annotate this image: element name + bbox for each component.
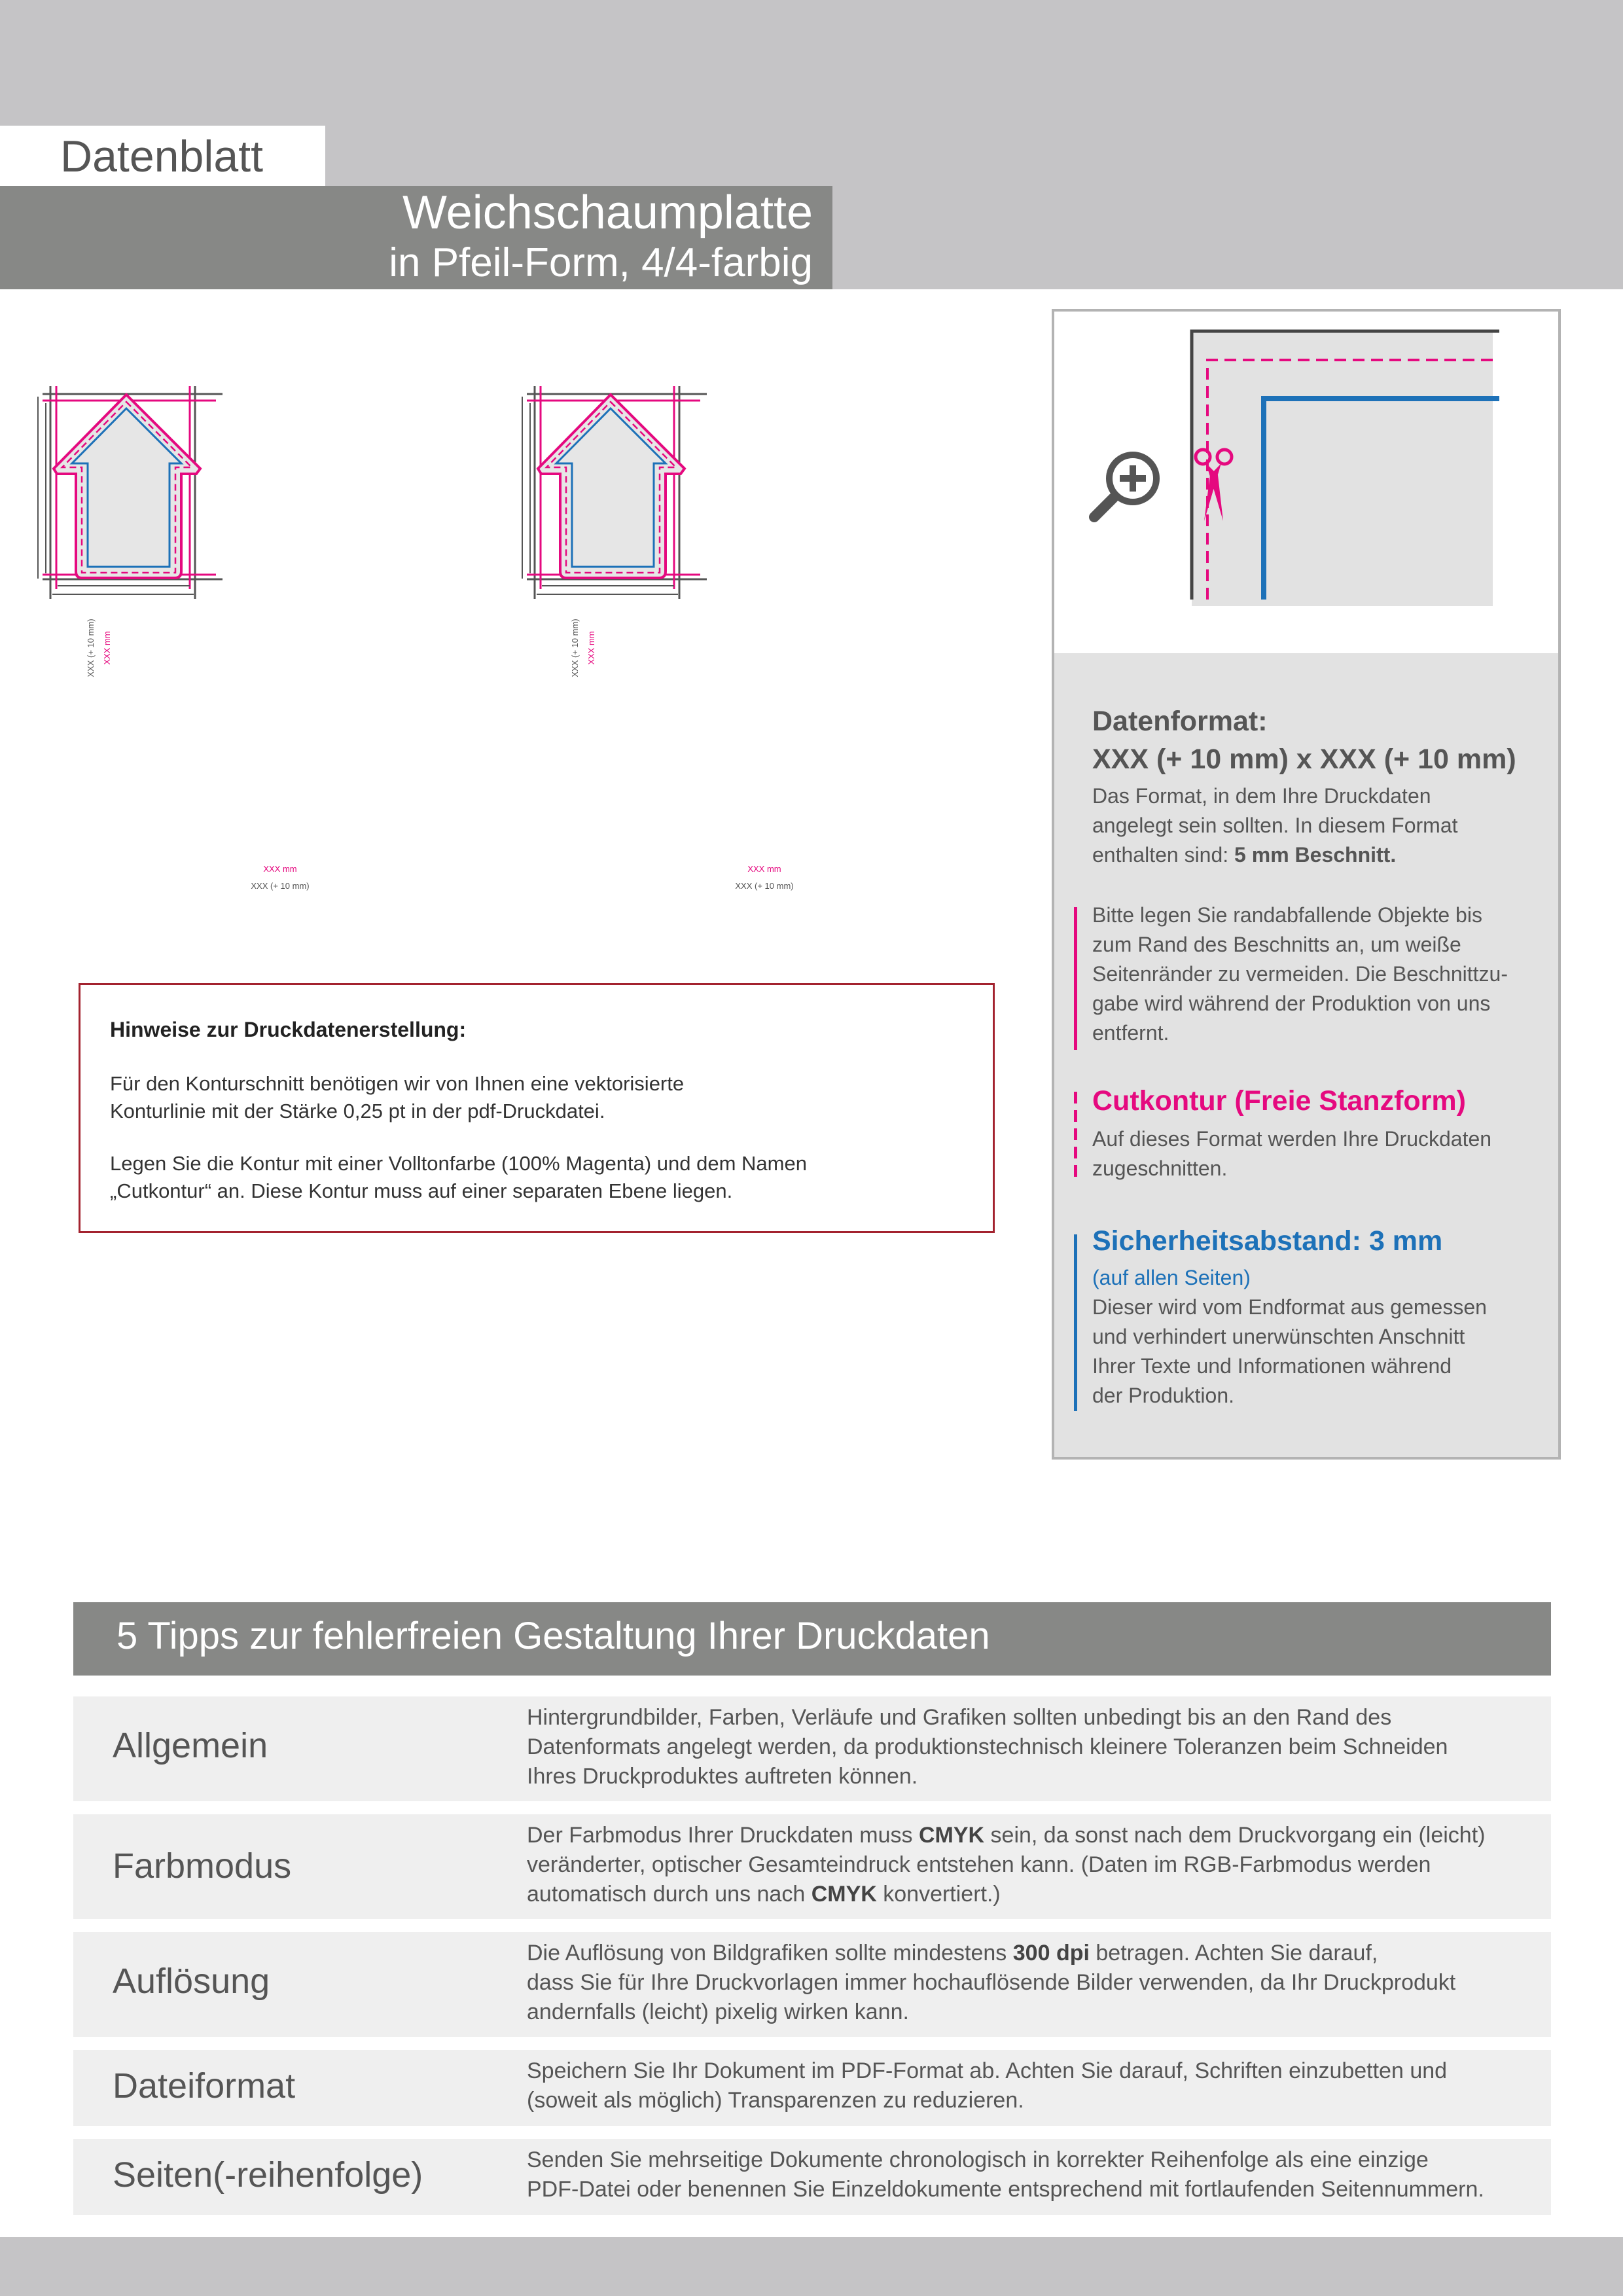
bleed-line4: gabe wird während der Produktion von uns: [1092, 992, 1491, 1015]
tip-text-line: andernfalls (leicht) pixelig wirken kann.: [527, 2000, 909, 2024]
hint-box: [79, 983, 995, 1233]
tip-label: Seiten(-reihenfolge): [113, 2155, 423, 2195]
bleed-line1: Bitte legen Sie randabfallende Objekte bis: [1092, 903, 1482, 927]
format-line1: Das Format, in dem Ihre Druckdaten: [1092, 784, 1431, 808]
tip-row-seiten: [73, 2139, 1551, 2215]
bleed-line2: zum Rand des Beschnitts an, um weiße: [1092, 933, 1461, 956]
safe-line4: der Produktion.: [1092, 1384, 1235, 1407]
hint-p2-line2: „Cutkontur“ an. Diese Kontur muss auf einer separaten Ebene liegen.: [110, 1179, 733, 1202]
tip-text-line: veränderter, optischer Gesamteindruck entstehen kann. (Daten im RGB-Farbmodus werden: [527, 1852, 1431, 1877]
bleed-line5: entfernt.: [1092, 1021, 1169, 1045]
safe-line3: Ihrer Texte und Informationen während: [1092, 1354, 1452, 1378]
safe-marker-bar: [1074, 1234, 1077, 1411]
bleed-line3: Seitenränder zu vermeiden. Die Beschnittzu-: [1092, 962, 1508, 986]
tip-label: Dateiformat: [113, 2066, 296, 2106]
tip-text-line: Die Auflösung von Bildgrafiken sollte mindestens 300 dpi betragen. Achten Sie darauf,: [527, 1941, 1378, 1965]
cut-marker-bar: [1074, 1092, 1077, 1177]
hint-p2-line1: Legen Sie die Kontur mit einer Volltonfarbe (100% Magenta) und dem Namen: [110, 1152, 807, 1175]
tip-text-line: dass Sie für Ihre Druckvorlagen immer hochauflösende Bilder verwenden, da Ihr Druckprodukt: [527, 1970, 1456, 1995]
safe-title: Sicherheitsabstand: 3 mm: [1092, 1225, 1443, 1257]
product-title-box: [0, 186, 832, 289]
tip-text-line: Der Farbmodus Ihrer Druckdaten muss CMYK sein, da sonst nach dem Druckvorgang ein (leicht): [527, 1823, 1486, 1848]
dim-width-total-right: XXX (+ 10 mm): [735, 881, 794, 891]
tip-label: Farbmodus: [113, 1846, 292, 1886]
hint-p1-line2: Konturlinie mit der Stärke 0,25 pt in der pdf-Druckdatei.: [110, 1100, 605, 1122]
tip-text-line: Ihres Druckproduktes auftreten können.: [527, 1764, 918, 1789]
bleed-marker-bar: [1074, 907, 1077, 1050]
zoom-magnifier-icon: [1084, 442, 1169, 528]
tip-text-line: automatisch durch uns nach CMYK konvertiert.): [527, 1882, 1001, 1907]
tip-text-line: (soweit als möglich) Transparenzen zu reduzieren.: [527, 2088, 1024, 2113]
tip-text-line: PDF-Datei oder benennen Sie Einzeldokumente entsprechend mit fortlaufenden Seitennummern.: [527, 2177, 1484, 2202]
arrow-diagrams: [0, 353, 1008, 916]
hint-title: Hinweise zur Druckdatenerstellung:: [110, 1018, 467, 1041]
safe-subtitle: (auf allen Seiten): [1092, 1266, 1251, 1289]
tip-text-line: Senden Sie mehrseitige Dokumente chronologisch in korrekter Reihenfolge als eine einzige: [527, 2147, 1429, 2172]
dim-width-total-left: XXX (+ 10 mm): [251, 881, 310, 891]
tip-label: Auflösung: [113, 1962, 270, 2001]
safe-line1: Dieser wird vom Endformat aus gemessen: [1092, 1295, 1487, 1319]
footer-band: [0, 2237, 1623, 2296]
cut-line2: zugeschnitten.: [1092, 1157, 1228, 1180]
info-panel: [1052, 653, 1561, 1460]
tip-row-farbmodus: [73, 1814, 1551, 1919]
dim-height-total-left: XXX (+ 10 mm): [86, 619, 96, 677]
format-title: Datenformat:: [1092, 706, 1268, 737]
tip-row-dateiformat: [73, 2050, 1551, 2126]
tip-text-line: Speichern Sie Ihr Dokument im PDF-Format ab. Achten Sie darauf, Schriften einzubetten und: [527, 2058, 1448, 2083]
dim-height-left: XXX mm: [102, 631, 112, 665]
format-line3: enthalten sind: 5 mm Beschnitt.: [1092, 843, 1397, 867]
safe-line2: und verhindert unerwünschten Anschnitt: [1092, 1325, 1465, 1348]
format-size: XXX (+ 10 mm) x XXX (+ 10 mm): [1092, 744, 1516, 775]
tip-text-line: Hintergrundbilder, Farben, Verläufe und Grafiken sollten unbedingt bis an den Rand des: [527, 1705, 1392, 1730]
hint-p1-line1: Für den Konturschnitt benötigen wir von Ihnen eine vektorisierte: [110, 1072, 685, 1095]
tip-label: Allgemein: [113, 1726, 268, 1765]
tips-header: [73, 1602, 1551, 1676]
dim-height-total-right: XXX (+ 10 mm): [570, 619, 580, 677]
doc-type-text: Datenblatt: [60, 132, 263, 181]
tip-row-allgemein: [73, 1696, 1551, 1801]
dim-height-right: XXX mm: [586, 631, 596, 665]
zoom-detail-panel: [1052, 309, 1561, 656]
cut-title: Cutkontur (Freie Stanzform): [1092, 1085, 1466, 1117]
product-subtitle: in Pfeil-Form, 4/4-farbig: [389, 240, 813, 285]
dim-width-right: XXX mm: [747, 864, 781, 874]
doc-type-label: [0, 126, 325, 186]
tip-text-line: Datenformats angelegt werden, da produktionstechnisch kleinere Toleranzen beim Schneiden: [527, 1734, 1448, 1759]
cut-line1: Auf dieses Format werden Ihre Druckdaten: [1092, 1127, 1492, 1151]
product-title: Weichschaumplatte: [402, 187, 813, 239]
tip-row-aufloesung: [73, 1932, 1551, 2037]
format-line2: angelegt sein sollten. In diesem Format: [1092, 814, 1458, 837]
dim-width-left: XXX mm: [263, 864, 297, 874]
tips-title: 5 Tipps zur fehlerfreien Gestaltung Ihrer Druckdaten: [116, 1615, 990, 1657]
